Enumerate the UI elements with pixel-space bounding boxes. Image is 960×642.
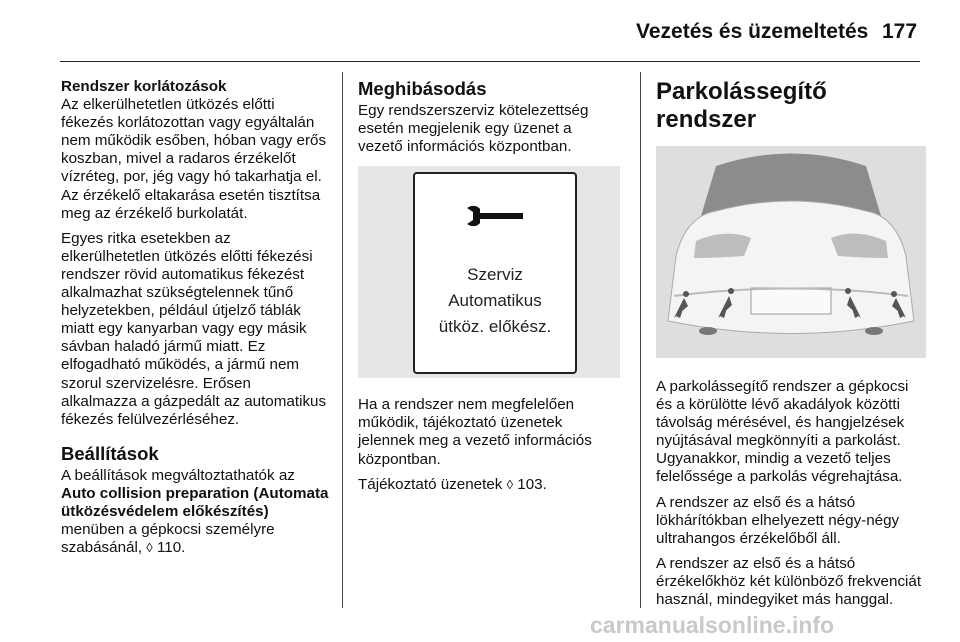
display-line: ütköz. előkész. xyxy=(438,317,552,337)
running-header-title: Vezetés és üzemeltetés xyxy=(636,20,869,43)
menu-name: Auto collision preparation (Automata ütközésvédelem előkészítés) xyxy=(61,484,329,520)
column-divider xyxy=(342,72,343,608)
paragraph: Egy rendszerszerviz kötelezettség esetén megjelenik egy üzenet a vezető információs központban. xyxy=(358,102,589,156)
page-ref-link[interactable]: 110. xyxy=(152,539,186,557)
paragraph: Ha a rendszer nem megfelelően működik, tájékoztató üzenetek jelennek meg a vezető információs központban. xyxy=(358,396,592,468)
page-ref-icon: ◊ xyxy=(506,476,514,492)
heading-settings: Beállítások xyxy=(61,442,159,464)
paragraph: A parkolássegítő rendszer a gépkocsi és a körülötte lévő akadályok közötti távolság mérésével, és hangjelzések nyújtásával megkönnyíti a parkolást. Ugyanakkor, mindig a vezető teljes felelőssége a parkolás végrehajtása. xyxy=(656,378,909,486)
heading-parking-assist: Parkolássegítő rendszer xyxy=(656,78,827,133)
page-number: 177 xyxy=(882,20,918,43)
paragraph: Egyes ritka esetekben az elkerülhetetlen ütközés előtti fékezési rendszer rövid automatikus fékezést alkalmazhat szükségtelennek tűnő helyzetekben, például útjelző táblák miatt egy kanyarban vagy egy másik sávban haladó jármű miatt. Ez elfogadható működés, a jármű nem szorul szervizelésre. Erősen alkalmazza a gázpedált az automatikus fékezés felülvezérléséhez. xyxy=(61,229,327,428)
column-right xyxy=(656,78,926,616)
paragraph: A rendszer az első és a hátsó lökhárítókban elhelyezett négy-négy ultrahangos érzékelőből áll. xyxy=(656,493,900,547)
paragraph: Az elkerülhetetlen ütközés előtti fékezés korlátozottan vagy egyáltalán nem működik esőben, hóban vagy erős koszban, mivel a radaros érzékelőt vízréteg, por, jég vagy hó takarhatja el. Az érzékelő eltakarása esetén tisztítsa meg az érzékelő burkolatát. xyxy=(61,96,327,222)
watermark: carmanualsonline.info xyxy=(590,612,835,638)
subheading-system-limits: Rendszer korlátozások xyxy=(61,78,227,95)
car-rear-image xyxy=(656,146,926,358)
info-display xyxy=(413,172,577,374)
paragraph: A rendszer az első és a hátsó érzékelőkhöz két különböző frekvenciát használ, mindegyiket más hanggal. xyxy=(656,554,922,609)
column-divider xyxy=(640,72,641,608)
wrench-icon xyxy=(465,204,525,228)
display-line: Automatikus xyxy=(448,291,542,311)
page-ref-link[interactable]: 103. xyxy=(513,475,547,493)
page-header xyxy=(0,0,960,60)
display-line: Szerviz xyxy=(467,265,523,285)
header-rule xyxy=(60,61,920,62)
page-ref-icon: ◊ xyxy=(146,540,153,556)
heading-malfunction: Meghibásodás xyxy=(358,78,487,99)
column-left xyxy=(61,78,329,564)
paragraph-settings: A beállítások megváltoztathatók az Auto collision preparation (Automata ütközésvédelem előkészítés) menüben a gépkocsi személyre szabásánál, ◊ 110. xyxy=(61,466,329,557)
display-illustration xyxy=(358,166,620,378)
car-rear-illustration xyxy=(656,146,926,358)
column-middle xyxy=(358,78,620,501)
paragraph: Tájékoztató üzenetek ◊ 103. xyxy=(358,475,547,493)
